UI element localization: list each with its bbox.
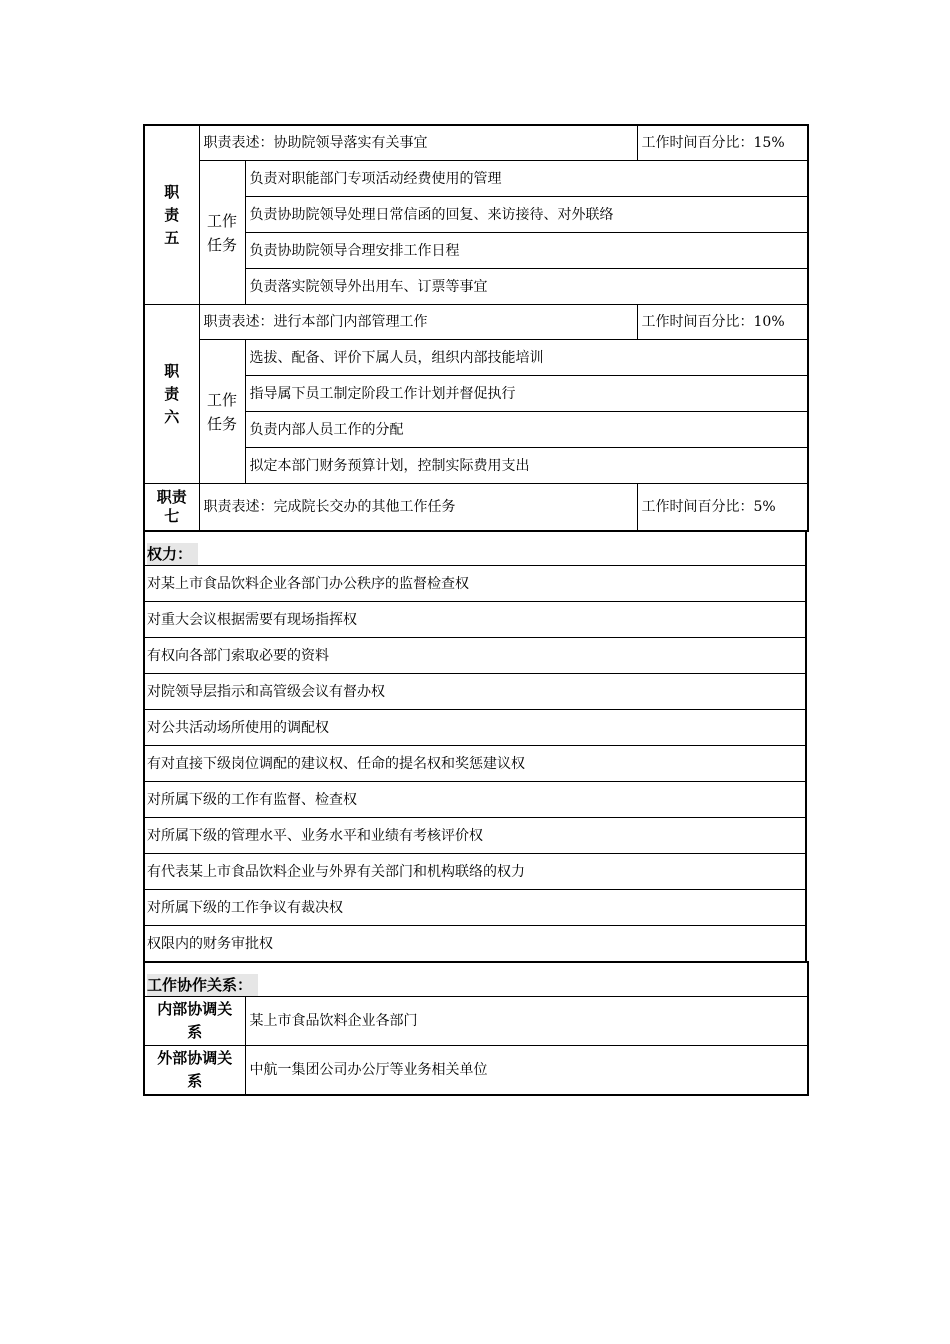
task-label-line: 工作 <box>206 390 237 409</box>
time-percentage: 工作时间百分比：15% <box>637 125 808 161</box>
duty-title-line: 职 <box>164 361 180 380</box>
duty-title-line: 职责 <box>156 488 187 506</box>
duty-title-line: 职 <box>164 182 180 201</box>
external-relation-value: 中航一集团公司办公厅等业务相关单位 <box>245 1046 808 1096</box>
power-item: 对某上市食品饮料企业各部门办公秩序的监督检查权 <box>144 566 806 602</box>
powers-table <box>143 530 807 963</box>
power-item: 对所属下级的管理水平、业务水平和业绩有考核评价权 <box>144 818 806 854</box>
duty-title-line: 责 <box>164 384 180 403</box>
internal-relation-label <box>144 997 245 1046</box>
task-item: 拟定本部门财务预算计划，控制实际费用支出 <box>245 448 808 484</box>
power-item: 有对直接下级岗位调配的建议权、任命的提名权和奖惩建议权 <box>144 746 806 782</box>
task-item: 选拔、配备、评价下属人员，组织内部技能培训 <box>245 340 808 376</box>
task-item: 负责对职能部门专项活动经费使用的管理 <box>245 161 808 197</box>
time-percentage: 工作时间百分比：10% <box>637 305 808 340</box>
powers-section-title <box>144 531 806 566</box>
relation-label-line: 系 <box>187 1023 203 1041</box>
task-label-line: 任务 <box>206 414 237 433</box>
power-item: 对所属下级的工作有监督、检查权 <box>144 782 806 818</box>
duty-title <box>144 125 199 305</box>
task-item: 负责协助院领导合理安排工作日程 <box>245 233 808 269</box>
power-item: 对重大会议根据需要有现场指挥权 <box>144 602 806 638</box>
power-item: 权限内的财务审批权 <box>144 926 806 963</box>
duty-title <box>144 484 199 532</box>
relations-table <box>143 961 809 1096</box>
task-item: 负责协助院领导处理日常信函的回复、来访接待、对外联络 <box>245 197 808 233</box>
internal-relation-value: 某上市食品饮料企业各部门 <box>245 997 808 1046</box>
job-description-sheet <box>143 124 807 1096</box>
duty-title <box>144 305 199 484</box>
task-item: 负责内部人员工作的分配 <box>245 412 808 448</box>
relations-title-text: 工作协作关系： <box>147 974 258 996</box>
relations-section-title <box>144 962 808 997</box>
power-item: 对所属下级的工作争议有裁决权 <box>144 890 806 926</box>
duty-description: 职责表述：协助院领导落实有关事宜 <box>199 125 637 161</box>
relation-label-line: 外部协调关 <box>157 1049 233 1067</box>
task-item: 指导属下员工制定阶段工作计划并督促执行 <box>245 376 808 412</box>
task-label-line: 工作 <box>206 211 237 230</box>
task-label-line: 任务 <box>206 235 237 254</box>
external-relation-label <box>144 1046 245 1096</box>
powers-title-text: 权力： <box>147 543 198 565</box>
power-item: 有代表某上市食品饮料企业与外界有关部门和机构联络的权力 <box>144 854 806 890</box>
duty-title-line: 五 <box>164 228 180 247</box>
task-label <box>199 161 245 305</box>
task-item: 负责落实院领导外出用车、订票等事宜 <box>245 269 808 305</box>
power-item: 对院领导层指示和高管级会议有督办权 <box>144 674 806 710</box>
task-label <box>199 340 245 484</box>
duties-table <box>143 124 809 532</box>
power-item: 对公共活动场所使用的调配权 <box>144 710 806 746</box>
duty-description: 职责表述：完成院长交办的其他工作任务 <box>199 484 637 532</box>
duty-title-line: 责 <box>164 205 180 224</box>
power-item: 有权向各部门索取必要的资料 <box>144 638 806 674</box>
duty-title-line: 七 <box>164 507 180 525</box>
duty-title-line: 六 <box>164 407 180 426</box>
relation-label-line: 系 <box>187 1072 203 1090</box>
time-percentage: 工作时间百分比：5% <box>637 484 808 532</box>
relation-label-line: 内部协调关 <box>157 1000 233 1018</box>
duty-description: 职责表述：进行本部门内部管理工作 <box>199 305 637 340</box>
